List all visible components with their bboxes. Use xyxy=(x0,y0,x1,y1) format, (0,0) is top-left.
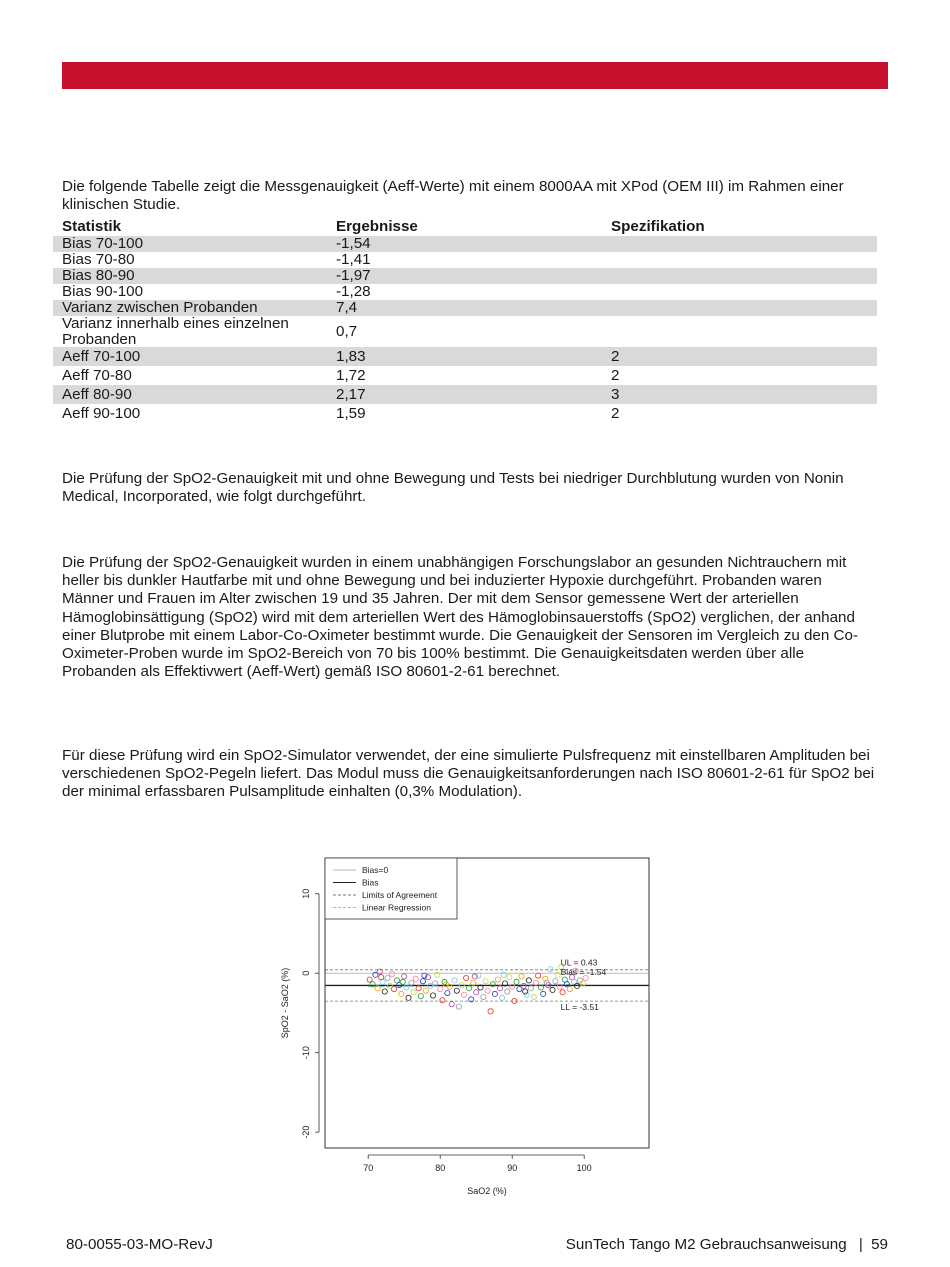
data-point xyxy=(541,991,546,996)
data-point xyxy=(495,977,500,982)
cell-spec xyxy=(602,252,877,268)
legend-label: Linear Regression xyxy=(362,902,431,913)
data-point xyxy=(385,975,390,980)
data-point xyxy=(536,973,541,978)
bland-altman-chart xyxy=(276,830,678,1200)
cell-spec xyxy=(602,300,877,316)
data-point xyxy=(430,993,435,998)
y-tick-label: -10 xyxy=(301,1046,311,1060)
table-row xyxy=(53,347,877,366)
annotation-label: UL = 0.43 xyxy=(560,957,598,968)
data-point xyxy=(492,991,497,996)
data-point xyxy=(485,988,490,993)
cell-spec: 3 xyxy=(602,385,877,404)
cell-spec: 2 xyxy=(611,366,620,384)
data-point xyxy=(531,994,536,999)
footer-doc-id: 80-0055-03-MO-RevJ xyxy=(66,1236,213,1253)
data-point xyxy=(402,974,407,979)
header-bar xyxy=(62,62,888,89)
table-row xyxy=(53,385,877,404)
table-row xyxy=(53,236,877,252)
data-point xyxy=(507,975,512,980)
data-point xyxy=(418,994,423,999)
legend-label: Bias xyxy=(362,877,379,888)
y-tick-label: 10 xyxy=(301,888,311,899)
data-point xyxy=(481,994,486,999)
cell-stat: Varianz innerhalb eines einzelnen Probanden xyxy=(62,315,289,348)
data-point xyxy=(413,976,418,981)
cell-stat: Aeff 70-80 xyxy=(62,366,132,384)
data-point xyxy=(399,991,404,996)
data-point xyxy=(514,979,519,984)
accuracy-table xyxy=(53,218,877,423)
data-point xyxy=(392,987,397,992)
data-point xyxy=(464,975,469,980)
cell-result: -1,97 xyxy=(327,268,602,284)
data-point xyxy=(449,1002,454,1007)
table-row xyxy=(53,404,877,423)
data-point xyxy=(567,987,572,992)
cell-result: -1,54 xyxy=(327,236,602,252)
nonin-paragraph: Die Prüfung der SpO2-Genauigkeit mit und ohne Bewegung und Tests bei niedriger Durchblutung wurden von Nonin Medical, Incorporated, wie folgt durchgeführt. xyxy=(62,470,844,506)
data-point xyxy=(524,992,529,997)
header-statistik: Statistik xyxy=(62,218,122,236)
data-point xyxy=(577,978,582,983)
data-point xyxy=(483,979,488,984)
cell-stat: Aeff 80-90 xyxy=(53,385,327,404)
y-axis-label: SpO2 - SaO2 (%) xyxy=(280,967,290,1039)
data-point xyxy=(379,975,384,980)
data-point xyxy=(454,988,459,993)
cell-spec xyxy=(602,268,877,284)
cell-stat: Varianz zwischen Probanden xyxy=(53,300,327,316)
data-point xyxy=(488,1009,493,1014)
data-point xyxy=(523,989,528,994)
x-tick-label: 70 xyxy=(363,1163,374,1173)
data-point xyxy=(423,988,428,993)
y-tick-label: -20 xyxy=(301,1125,311,1139)
cell-stat: Bias 80-90 xyxy=(53,268,327,284)
data-point xyxy=(440,998,445,1003)
data-point xyxy=(560,990,565,995)
data-point xyxy=(461,992,466,997)
table-row xyxy=(53,366,877,385)
cell-spec xyxy=(602,316,877,347)
table-row xyxy=(53,300,877,316)
data-point xyxy=(472,974,477,979)
cell-stat: Bias 70-100 xyxy=(53,236,327,252)
simulator-paragraph: Für diese Prüfung wird ein SpO2-Simulator verwendet, der eine simulierte Pulsfrequenz mit einstellbaren Amplituden bei verschiedenen SpO2-Pegeln liefert. Das Modul muss die Genauigkeitsanforderungen nach ISO 80601-2-61 für SpO2 bei der minimal erfassbaren Pulsamplitude einhalten (0,3% Modulation). xyxy=(62,747,875,801)
table-row xyxy=(53,284,877,300)
cell-spec xyxy=(602,284,877,300)
data-point xyxy=(476,973,481,978)
cell-stat: Aeff 90-100 xyxy=(62,404,141,422)
y-tick-label: 0 xyxy=(301,970,311,976)
data-point xyxy=(370,982,375,987)
data-point xyxy=(497,986,502,991)
data-point xyxy=(382,989,387,994)
data-point xyxy=(548,967,553,972)
data-point xyxy=(456,1004,461,1009)
data-point xyxy=(420,979,425,984)
cell-spec xyxy=(602,236,877,252)
data-point xyxy=(528,986,533,991)
cell-result: 0,7 xyxy=(336,322,358,340)
cell-result: 2,17 xyxy=(327,385,602,404)
table-row xyxy=(53,252,877,268)
footer-separator: | xyxy=(858,1236,863,1253)
cell-result: 1,59 xyxy=(336,404,366,422)
data-point xyxy=(526,978,531,983)
table-row xyxy=(53,268,877,284)
data-point xyxy=(505,989,510,994)
cell-spec: 2 xyxy=(611,404,620,422)
study-paragraph: Die Prüfung der SpO2-Genauigkeit wurden in einem unabhängigen Forschungslabor an gesunden Nichtrauchern mit heller bis dunkler Hautfarbe mit und ohne Bewegung und bei induzierter Hypoxie durchgeführt. Probanden waren Männer und Frauen im Alter zwischen 19 und 35 Jahren. Der mit dem Sensor gemessene Wert der arteriellen Hämoglobinsättigung (SpO2) wird mit dem arteriellen Wert des Hämoglobinsauerstoffs (SpO2) verglichen, der anhand einer Blutprobe mit einem Labor-Co-Oximeter bestimmt wurde. Die Genauigkeit der Sensoren im Vergleich zu den Co-Oximeter-Proben wurde im SpO2-Bereich von 70 bis 100% bestimmt. Die Genauigkeitsdaten werden über alle Probanden als Effektivwert (Aeff-Wert) gemäß ISO 80601-2-61 berechnet. xyxy=(62,554,859,681)
data-point xyxy=(389,971,394,976)
header-ergebnisse: Ergebnisse xyxy=(336,218,418,236)
data-point xyxy=(438,987,443,992)
data-point xyxy=(553,979,558,984)
data-point xyxy=(533,980,538,985)
cell-result: 1,72 xyxy=(336,366,366,384)
footer-page-number: 59 xyxy=(871,1236,888,1253)
header-spezifikation: Spezifikation xyxy=(611,218,705,236)
data-point xyxy=(550,987,555,992)
data-point xyxy=(519,974,524,979)
data-point xyxy=(471,980,476,985)
annotation-label: Bias = -1.54 xyxy=(560,966,607,977)
cell-stat: Bias 90-100 xyxy=(62,283,144,301)
data-point xyxy=(445,991,450,996)
cell-result: -1,28 xyxy=(336,283,371,301)
data-point xyxy=(409,980,414,985)
cell-stat: Aeff 70-100 xyxy=(53,347,327,366)
data-point xyxy=(400,979,405,984)
data-point xyxy=(500,995,505,1000)
data-point xyxy=(490,982,495,987)
legend-label: Bias=0 xyxy=(362,865,389,875)
data-point xyxy=(466,986,471,991)
data-point xyxy=(452,978,457,983)
cell-stat: Bias 70-80 xyxy=(62,251,135,269)
cell-result: 7,4 xyxy=(327,300,602,316)
x-tick-label: 80 xyxy=(435,1163,446,1173)
intro-paragraph: Die folgende Tabelle zeigt die Messgenauigkeit (Aeff-Werte) mit einem 8000AA mit XPod (OEM III) im Rahmen einer klinischen Studie. xyxy=(62,178,844,214)
footer-manual-title: SunTech Tango M2 Gebrauchsanweisung xyxy=(565,1236,847,1253)
table-row xyxy=(53,316,877,347)
x-tick-label: 90 xyxy=(507,1163,518,1173)
x-axis-label: SaO2 (%) xyxy=(467,1186,507,1196)
x-tick-label: 100 xyxy=(576,1163,592,1173)
table-header-row xyxy=(53,218,877,236)
data-point xyxy=(411,990,416,995)
cell-result: -1,41 xyxy=(336,251,371,269)
bland-altman-figure xyxy=(276,830,678,1200)
cell-spec: 2 xyxy=(602,347,877,366)
data-point xyxy=(474,990,479,995)
annotation-label: LL = -3.51 xyxy=(560,1001,599,1012)
footer-right xyxy=(566,1236,888,1253)
data-point xyxy=(367,977,372,982)
cell-result: 1,83 xyxy=(327,347,602,366)
data-point xyxy=(406,995,411,1000)
legend-label: Limits of Agreement xyxy=(362,890,438,900)
